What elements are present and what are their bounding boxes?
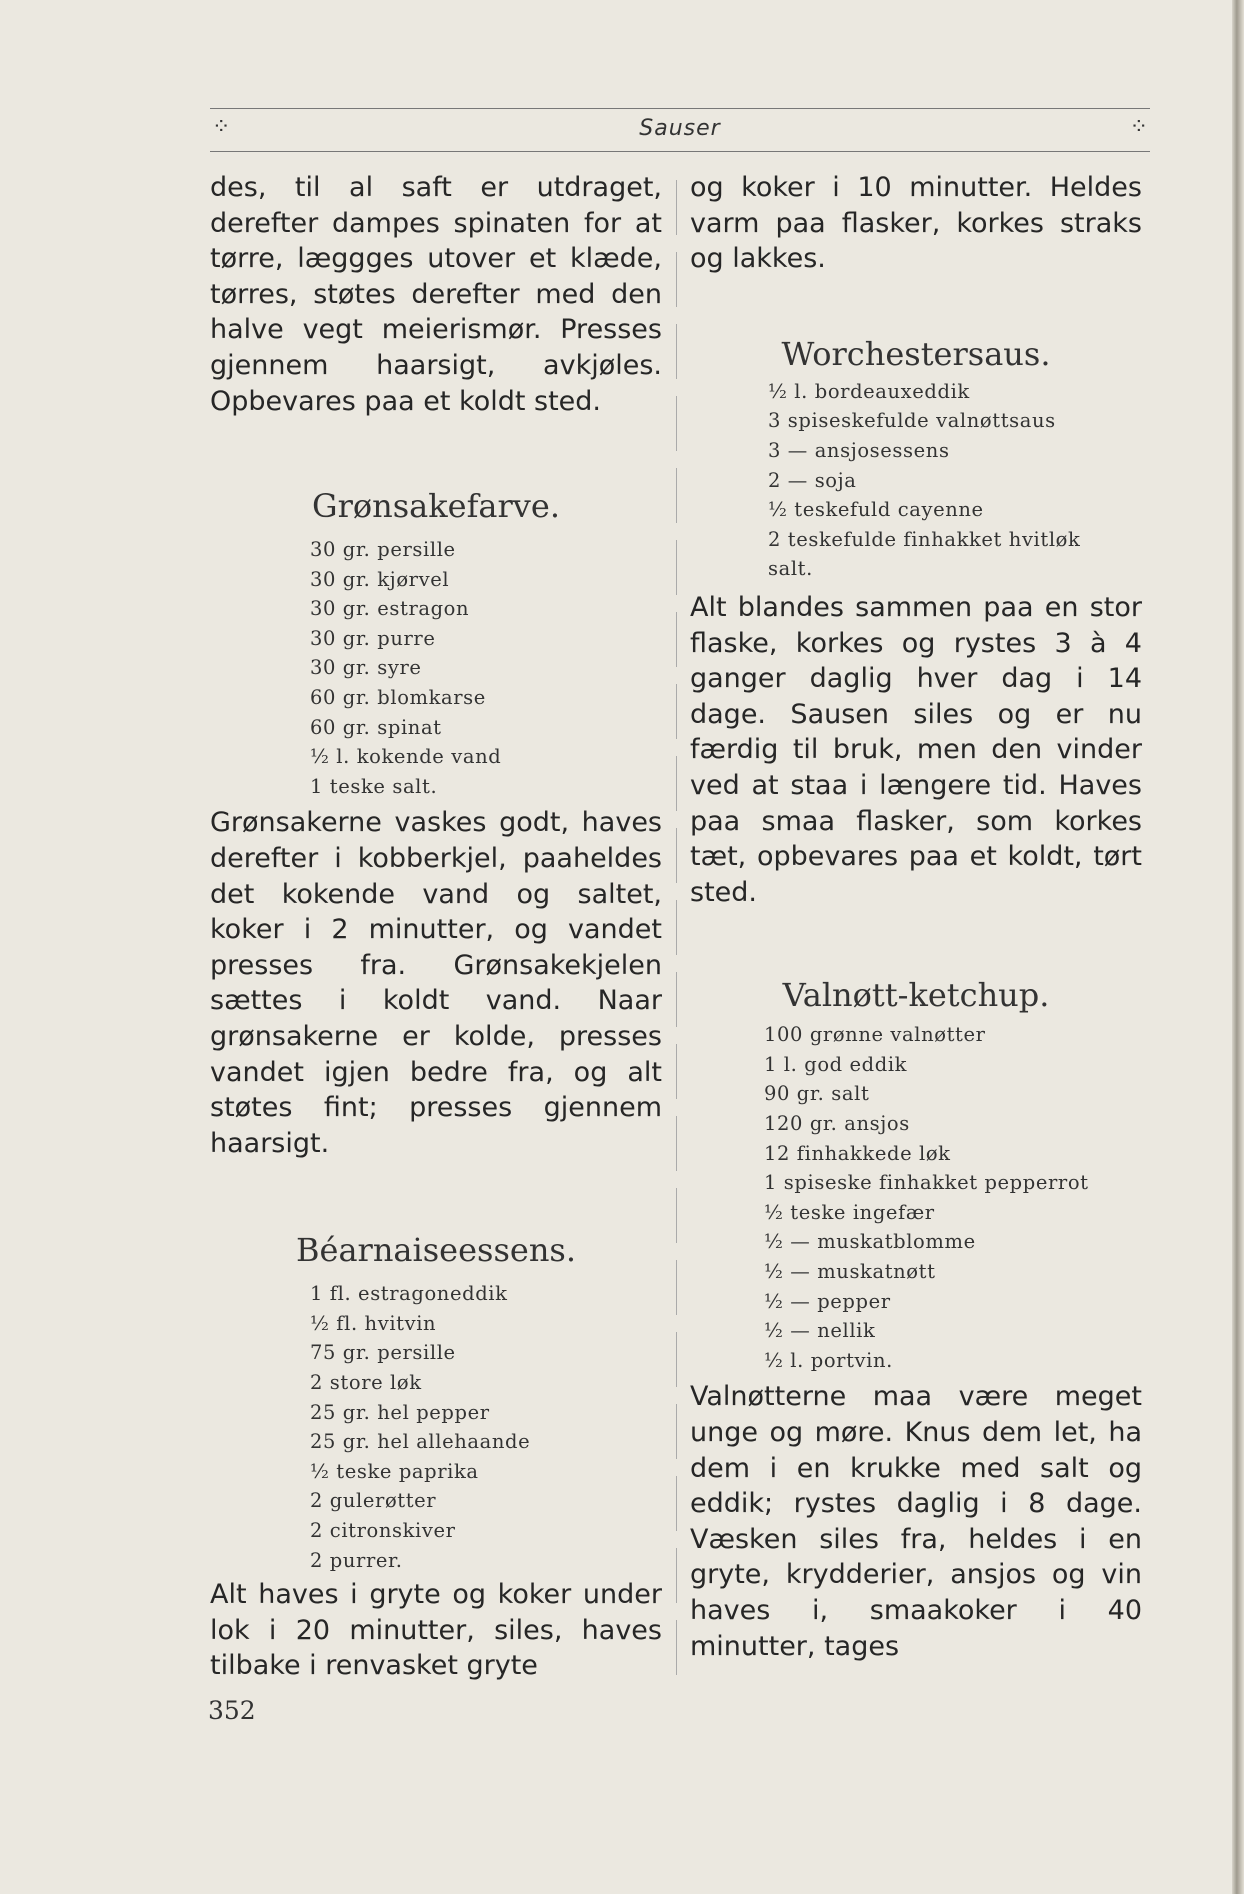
ingredient-item: 2 teskefulde finhakket hvitløk (768, 527, 1081, 551)
bearnaise-ingredients (210, 1279, 662, 1575)
ingredient-item: 90 gr. salt (764, 1082, 870, 1106)
ingredient-item: ½ teske ingefær (764, 1200, 935, 1224)
ornament-left-icon: ⁘ (212, 115, 231, 140)
header-title: Sauser (639, 116, 721, 141)
ingredient-item: 1 fl. estragoneddik (310, 1282, 508, 1306)
ingredient-item: 1 l. god eddik (764, 1052, 908, 1076)
ingredient-item: 1 spiseske finhakket pepperrot (764, 1171, 1089, 1195)
ingredient-item: 1 teske salt. (310, 774, 438, 798)
ingredient-item: 60 gr. blomkarse (310, 685, 486, 709)
column-divider (676, 180, 677, 1690)
ingredient-item: 30 gr. kjørvel (310, 567, 450, 591)
ingredient-item: ½ — nellik (764, 1319, 876, 1343)
valnott-text: Valnøtterne maa være meget unge og møre. Knus dem let, ha dem i en krukke med salt og eddik; rystes daglig i 8 dage. Væsken siles fra, heldes i en gryte, krydderier, ansjos og vin haves i, smaakoker i 40 minutter, tages (690, 1381, 1142, 1662)
ingredient-item: 2 store løk (310, 1371, 422, 1395)
right-intro-text: og koker i 10 minutter. Heldes varm paa flasker, korkes straks og lakkes. (690, 172, 1142, 275)
bearnaise-heading: Béarnaiseessens. (295, 1231, 577, 1270)
worchester-heading: Worchestersaus. (781, 334, 1051, 373)
ingredient-item: ½ l. kokende vand (310, 745, 502, 769)
ingredient-item: ½ — pepper (764, 1289, 891, 1313)
ingredient-item: 30 gr. purre (310, 626, 436, 650)
page-edge (1232, 0, 1244, 1894)
ingredient-item: 30 gr. persille (310, 538, 456, 561)
valnott-heading: Valnøtt-ketchup. (782, 976, 1050, 1015)
left-column (210, 170, 662, 1684)
ingredient-item: salt. (768, 557, 813, 581)
left-intro-text: des, til al saft er utdraget, derefter dampes spinaten for at tørre, læggges utover et klæde, tørres, støtes derefter med den halve vegt meierismør. Presses gjennem haarsigt, avkjøles. Opbevares paa et koldt sted. (210, 172, 662, 417)
ingredient-item: 2 gulerøtter (310, 1489, 437, 1513)
ingredient-item: 25 gr. hel allehaande (310, 1430, 531, 1454)
ingredient-item: 100 grønne valnøtter (764, 1023, 986, 1047)
worchester-ingredients (690, 377, 1142, 584)
running-header (210, 108, 1150, 152)
ingredient-item: ½ l. bordeauxeddik (768, 379, 970, 403)
ingredient-item: 3 — ansjosessens (768, 438, 950, 462)
ingredient-item: 60 gr. spinat (310, 715, 442, 739)
ingredient-item: 3 spiseskefulde valnøttsaus (768, 409, 1056, 433)
gronsakefarve-text: Grønsakerne vaskes godt, haves derefter i kobberkjel, paaheldes det kokende vand og saltet, koker i 2 minutter, og vandet presses fra. Grønsakekjelen sættes i koldt vand. Naar grønsakerne er kolde, presses vandet igjen bedre fra, og alt støtes fint; presses gjennem haarsigt. (210, 807, 662, 1159)
ingredient-item: ½ teskefuld cayenne (768, 498, 984, 522)
ingredient-item: 2 purrer. (310, 1548, 403, 1572)
ingredient-item: 30 gr. syre (310, 656, 422, 680)
ingredient-item: ½ — muskatnøtt (764, 1260, 936, 1284)
valnott-ingredients (690, 1020, 1142, 1375)
ingredient-item: ½ — muskatblomme (764, 1230, 976, 1254)
ingredient-item: 2 — soja (768, 468, 857, 492)
ingredient-item: 120 gr. ansjos (764, 1112, 910, 1136)
ingredient-item: 75 gr. persille (310, 1341, 456, 1365)
bearnaise-text: Alt haves i gryte og koker under lok i 20 minutter, siles, haves tilbake i renvasket gryte (210, 1579, 662, 1682)
gronsakefarve-ingredients (210, 535, 662, 801)
ingredient-item: 25 gr. hel pepper (310, 1400, 490, 1424)
right-column (690, 170, 1142, 1664)
ingredient-item: ½ l. portvin. (764, 1348, 893, 1372)
page-number: 352 (208, 1696, 256, 1725)
ingredient-item: ½ teske paprika (310, 1459, 479, 1483)
ingredient-item: 2 citronskiver (310, 1519, 456, 1543)
ingredient-item: ½ fl. hvitvin (310, 1311, 437, 1335)
ornament-right-icon: ⁘ (1129, 115, 1148, 140)
worchester-text: Alt blandes sammen paa en stor flaske, korkes og rystes 3 à 4 ganger daglig hver dag i 14 dage. Sausen siles og er nu færdig til bruk, men den vinder ved at staa i længere tid. Haves paa smaa flasker, som korkes tæt, opbevares paa et koldt, tørt sted. (690, 591, 1142, 908)
gronsakefarve-heading: Grønsakefarve. (312, 487, 560, 525)
ingredient-item: 30 gr. estragon (310, 597, 470, 621)
ingredient-item: 12 finhakkede løk (764, 1141, 951, 1165)
